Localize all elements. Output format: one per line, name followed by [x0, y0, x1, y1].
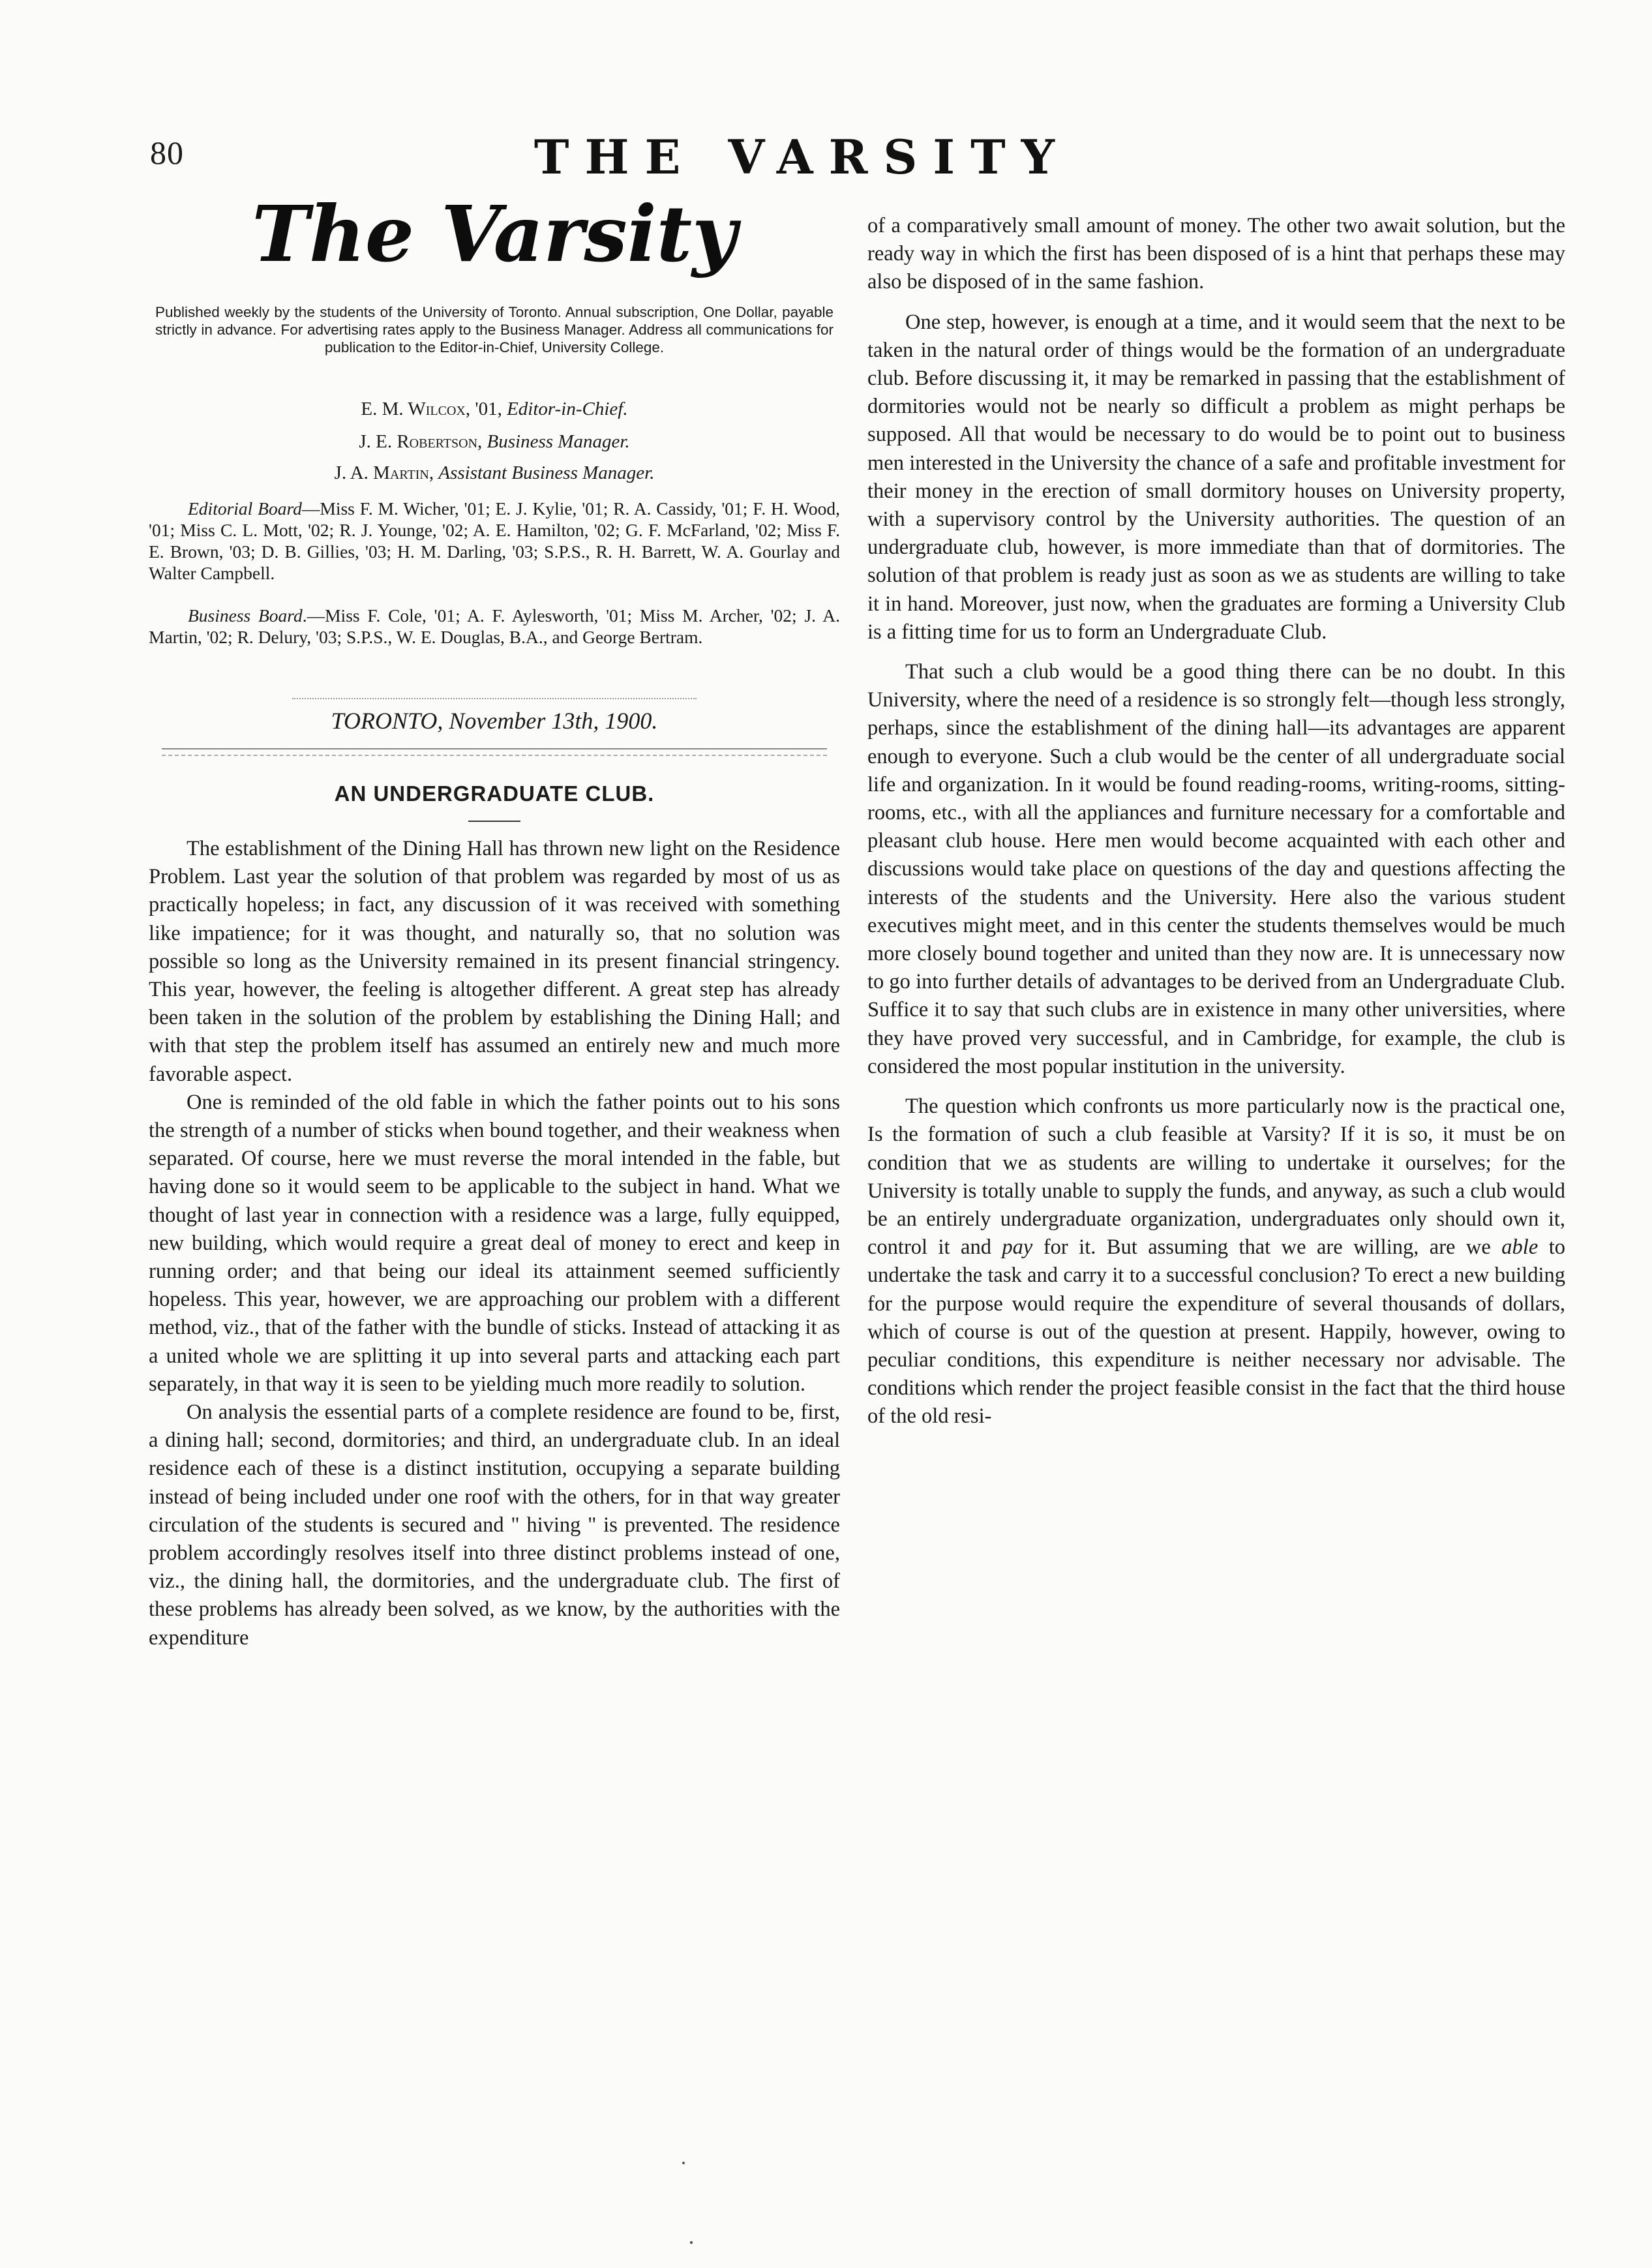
- assistant-manager-role: Assistant Business Manager.: [438, 462, 655, 483]
- divider-double: [162, 748, 827, 756]
- paragraph: On analysis the essential parts of a complete residence are found to be, first, a dining hall; second, dormitories; and third, an undergraduate club. In an ideal residence each of these is a distinct institution, occupying a separate building instead of being included under one roof with the others, for in that way greater circulation of the students is secured and " hiving " is prevented. The residence problem accordingly resolves itself into three distinct problems instead of one, viz., the dining hall, the dormitories, and the undergraduate club. The first of these problems has already been solved, as we know, by the authorities with the expenditure: [149, 1400, 840, 1650]
- paragraph: That such a club would be a good thing there can be no doubt. In this University, where the need of a residence is so strongly felt—though less strongly, perhaps, since the establishment of the dining hall—its advantages are apparent enough to everyone. Such a club would be the center of all undergraduate social life and organization. In it would be found reading-rooms, writing-rooms, sitting-rooms, etc., with all the appliances and furniture necessary for a comfortable and pleasant club house. Here men would become acquainted with each other and discussions would take place on questions of the day and questions affecting the interests of the students and the University. Here also the various student executives might meet, and in this center the students themselves would be much more closely bound together and united than they now are. It is unnecessary now to go into further details of advantages to be derived from an Undergraduate Club. Suffice it to say that such clubs are in existence in many other universities, where they have proved very successful, and in Cambridge, for example, the club is considered the most popular institution in the university.: [867, 660, 1565, 1078]
- text-run: The question which confronts us more particularly now is the practical one, Is the formation of such a club feasible at Varsity? If it is so, it must be on condition that we as students are willing to undertake it ourselves; for the University is totally unable to supply the funds, and anyway, as such a club would be an entirely undergraduate organization, undergraduates only should own it, control it and: [867, 1095, 1565, 1260]
- article-title: AN UNDERGRADUATE CLUB.: [334, 781, 655, 806]
- divider-dotted: [292, 698, 697, 699]
- business-board-members: .—Miss F. Cole, '01; A. F. Aylesworth, '01; Miss M. Archer, '02; J. A. Martin, '02; R. Delury, '03; S.P.S., W. E. Douglas, B.A., and George Bertram.: [149, 605, 840, 647]
- page-number: 80: [150, 134, 184, 171]
- emphasis: pay: [1002, 1235, 1033, 1260]
- paragraph-final: [867, 1093, 1565, 1430]
- dateline: TORONTO, November 13th, 1900.: [331, 708, 658, 734]
- paragraph: The establishment of the Dining Hall has thrown new light on the Residence Problem. Last year the solution of that problem was regarded by most of us as practically hopeless; in fact, any discussion of it was received with something like impatience; for it was thought, and naturally so, that no solution was possible so long as the University remained in its present financial stringency. This year, however, the feeling is altogether different. A great step has already been taken in the solution of the problem by establishing the Dining Hall; and with that step the problem itself has assumed an entirely new and much more favorable aspect.: [149, 837, 840, 1086]
- editorial-board-label: Editorial Board: [188, 498, 302, 519]
- business-board-label: Business Board: [188, 605, 303, 626]
- paragraph-continuation: of a comparatively small amount of money. The other two await solution, but the ready way in which the first has been disposed of is a hint that perhaps these may also be disposed of in the same fashion.: [867, 214, 1565, 294]
- left-article-body: [149, 835, 840, 1652]
- staff-business-manager: J. E. Robertson, Business Manager.: [359, 431, 630, 452]
- editorial-board-members: —Miss F. M. Wicher, '01; E. J. Kylie, '01; R. A. Cassidy, '01; F. H. Wood, '01; Miss C. L. Mott, '02; R. J. Younge, '02; A. E. Hamilton, '02; G. F. McFarland, '02; Miss F. E. Brown, '03; D. B. Gillies, '03; H. M. Darling, '03; S.P.S., R. H. Barrett, W. A. Gourlay and Walter Campbell.: [149, 498, 841, 583]
- print-specks: [678, 2159, 704, 2250]
- editor-name: E. M. Wilcox: [361, 399, 466, 419]
- running-head: THE VARSITY: [533, 129, 1071, 185]
- staff-editor: [149, 398, 840, 420]
- title-rule: [468, 821, 520, 822]
- paragraph: One step, however, is enough at a time, and it would seem that the next to be taken in the natural order of things would be the formation of an undergraduate club. Before discussing it, it may be remarked in passing that the establishment of dormitories would not be nearly so difficult a problem as might perhaps be supposed. All that would be necessary to do would be to point out to business men interested in the University the chance of a safe and profitable investment for their money in the erection of small dormitory houses on University property, with a supervisory control by the University authorities. The question of an undergraduate club, however, is more immediate than that of dormitories. The solution of that problem is ready just as soon as we as students are willing to take it in hand. Moreover, just now, when the graduates are forming a University Club is a fitting time for us to form an Undergraduate Club.: [867, 310, 1565, 644]
- masthead-title: The Varsity: [252, 189, 737, 279]
- business-manager-role: Business Manager.: [487, 431, 630, 452]
- assistant-manager-name: J. A. Martin: [334, 462, 429, 483]
- paragraph: One is reminded of the old fable in which the father points out to his sons the strength of a number of sticks when bound together, and their weakness when separated. Of course, here we must reverse the moral intended in the fable, but having done so it would seem to be applicable to the subject in hand. What we thought of last year in connection with a residence was a large, fully equipped, new building, which would require a great deal of money to erect and keep in running order; and that being our ideal its attainment seemed sufficiently hopeless. This year, however, we are approaching our problem with a different method, viz., that of the father with the bundle of sticks. Instead of attacking it as a united whole we are splitting it up into several parts and attacking each part separately, in that way it is seen to be yielding much more readily to solution.: [149, 1090, 840, 1396]
- editor-role: Editor-in-Chief.: [507, 399, 628, 419]
- business-board: [149, 605, 840, 648]
- staff-assistant-manager: J. A. Martin, Assistant Business Manager.: [334, 462, 655, 483]
- right-article-body: [867, 212, 1565, 1431]
- editorial-board: [149, 498, 840, 584]
- editor-year: , '01,: [465, 399, 507, 419]
- publication-info: Published weekly by the students of the University of Toronto. Annual subscription, One Dollar, payable strictly in advance. For advertising rates apply to the Business Manager. Address all communications for publication to the Editor-in-Chief, University College.: [155, 304, 834, 355]
- business-manager-name: J. E. Robertson: [359, 431, 478, 452]
- emphasis: able: [1501, 1235, 1539, 1260]
- text-run: to undertake the task and carry it to a successful conclusion? To erect a new building for the purpose would require the expenditure of several thousands of dollars, which of course is out of the question at present. Happily, however, owing to peculiar conditions, this expenditure is neither necessary nor advisable. The conditions which render the project feasible consist in the fact that the third house of the old resi-: [867, 1235, 1566, 1429]
- text-run: for it. But assuming that we are willing, are we: [1032, 1235, 1502, 1260]
